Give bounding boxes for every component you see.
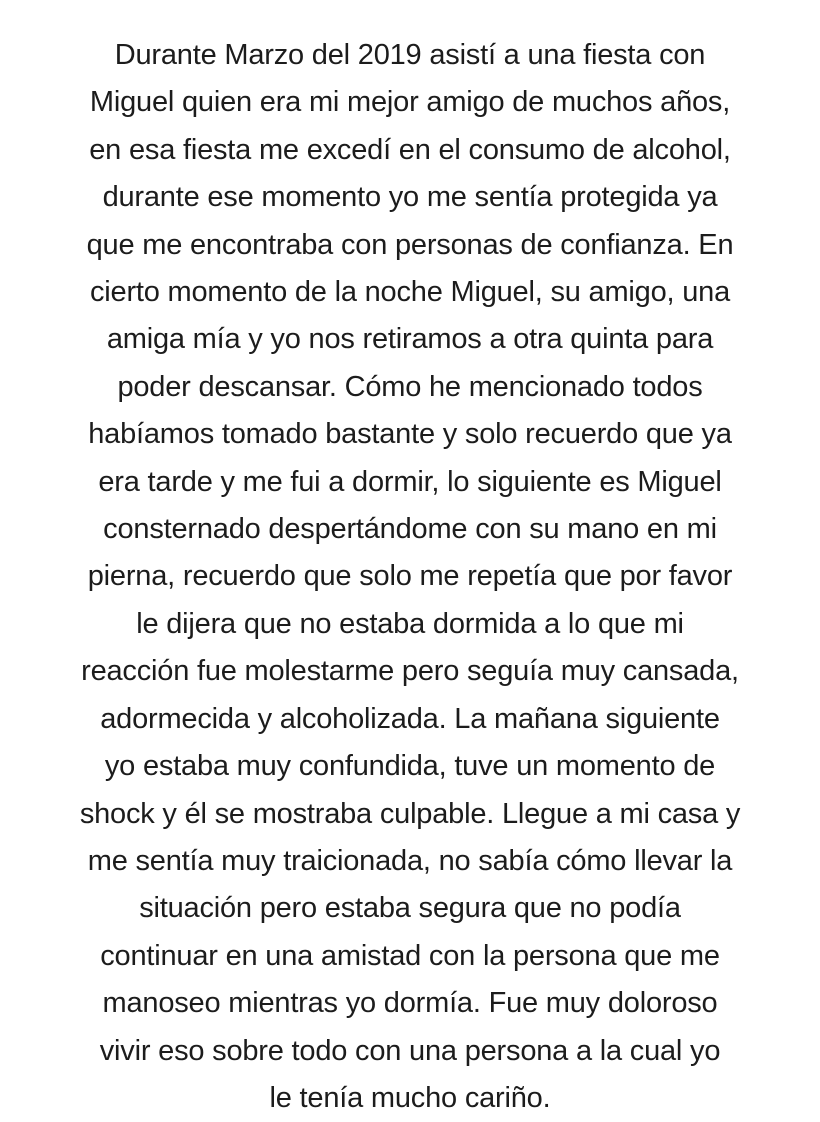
text-line: manoseo mientras yo dormía. Fue muy doloroso xyxy=(102,987,718,1020)
text-line: durante ese momento yo me sentía protegida ya xyxy=(102,181,718,214)
testimony-text xyxy=(0,32,820,1122)
text-line: adormecida y alcoholizada. La mañana siguiente xyxy=(100,702,720,735)
text-line: poder descansar. Cómo he mencionado todos xyxy=(117,370,703,403)
text-line: le dijera que no estaba dormida a lo que mi xyxy=(136,607,684,640)
text-line: era tarde y me fui a dormir, lo siguiente es Miguel xyxy=(98,465,722,498)
text-line: amiga mía y yo nos retiramos a otra quinta para xyxy=(106,323,714,356)
text-line: pierna, recuerdo que solo me repetía que por favor xyxy=(87,560,733,593)
text-line: me sentía muy traicionada, no sabía cómo llevar la xyxy=(87,844,733,877)
text-line: vivir eso sobre todo con una persona a la cual yo xyxy=(99,1034,721,1067)
text-line: en esa fiesta me excedí en el consumo de alcohol, xyxy=(89,133,731,166)
text-line: cierto momento de la noche Miguel, su amigo, una xyxy=(89,276,731,309)
text-line: Durante Marzo del 2019 asistí a una fiesta con xyxy=(114,39,706,71)
text-line: reacción fue molestarme pero seguía muy cansada, xyxy=(81,655,739,688)
text-line: Miguel quien era mi mejor amigo de muchos años, xyxy=(89,86,731,119)
text-line: shock y él se mostraba culpable. Llegue a mi casa y xyxy=(79,797,741,830)
text-line: yo estaba muy confundida, tuve un momento de xyxy=(104,750,716,783)
text-line: situación pero estaba segura que no podía xyxy=(139,892,681,925)
text-line: habíamos tomado bastante y solo recuerdo que ya xyxy=(88,418,732,451)
text-line: le tenía mucho cariño. xyxy=(269,1081,551,1114)
text-line: continuar en una amistad con la persona que me xyxy=(100,939,720,972)
text-line: que me encontraba con personas de confianza. En xyxy=(86,228,734,261)
text-line: consternado despertándome con su mano en mi xyxy=(103,513,717,546)
